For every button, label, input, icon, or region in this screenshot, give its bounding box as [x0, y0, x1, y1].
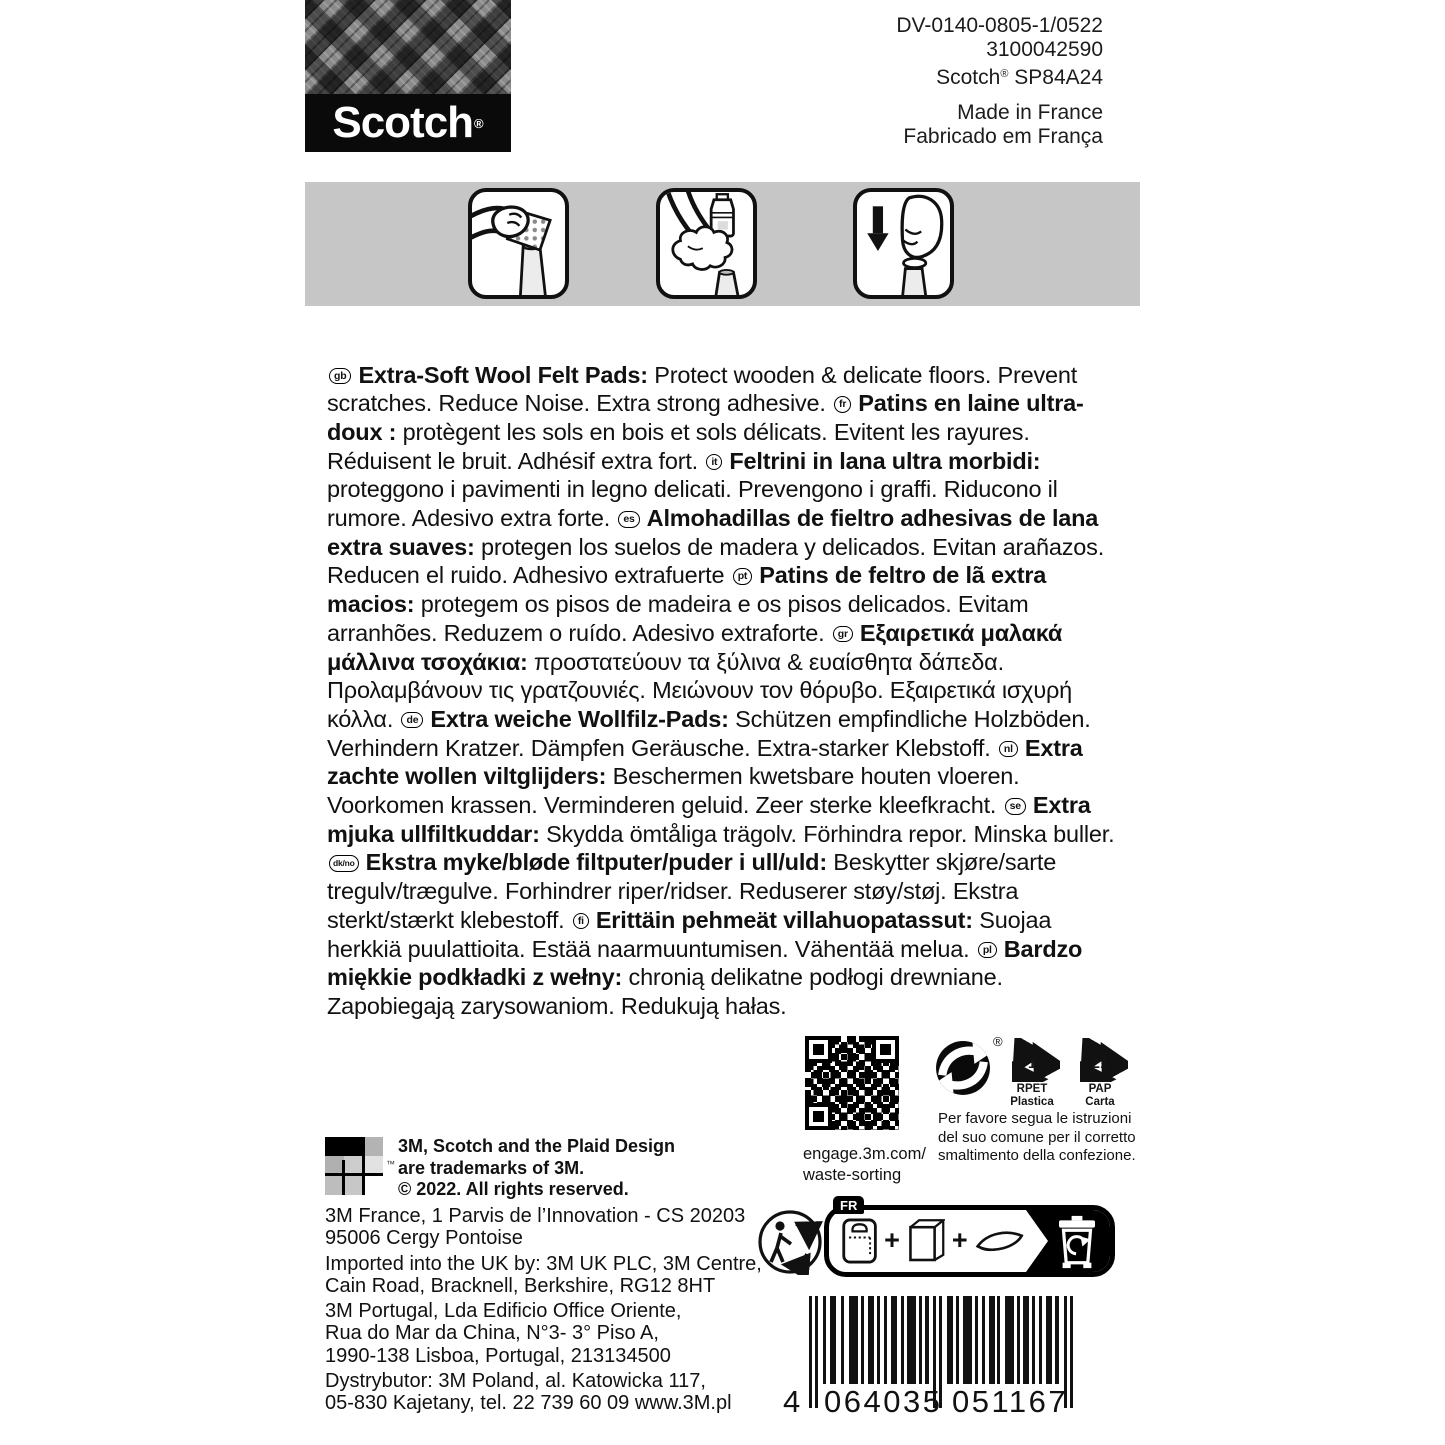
- trademark-line3: © 2022. All rights reserved.: [398, 1179, 629, 1199]
- recycling-code-rpet: [1004, 1038, 1060, 1108]
- lang-badge-it: it: [706, 454, 722, 471]
- lang-badge-gb: gb: [329, 368, 351, 385]
- disposal-note-line3: smaltimento della confezione.: [938, 1147, 1136, 1164]
- address-line: 3M Portugal, Lda Edificio Office Oriente,: [325, 1300, 682, 1323]
- address-line: 95006 Cergy Pontoise: [325, 1227, 523, 1250]
- manufacturer-addresses: [325, 1205, 762, 1418]
- disposal-note-line1: Per favore segua le istruzioni: [938, 1110, 1132, 1127]
- plus-sign: +: [884, 1224, 900, 1255]
- address-line: Rua do Mar da China, N°3- 3° Piso A,: [325, 1322, 659, 1345]
- scotch-wordmark: [305, 94, 511, 152]
- wipe-clean-icon: [660, 192, 753, 295]
- multilingual-description: [327, 361, 1117, 1021]
- address-line: Dystrybutor: 3M Poland, al. Katowicka 117,: [325, 1370, 706, 1393]
- qr-caption-line1: engage.3m.com/: [803, 1145, 926, 1163]
- address-line: Cain Road, Bracknell, Berkshire, RG12 8HT: [325, 1274, 716, 1297]
- desc-body-nl: Beschermen kwetsbare houten vloeren. Voorkomen krassen. Verminderen geluid. Zeer sterke kleefkracht.: [327, 763, 1020, 819]
- pictogram-wipe-surface: [656, 188, 757, 299]
- qr-code: [805, 1036, 899, 1130]
- model-reg-mark: ®: [1000, 68, 1009, 80]
- resin-code-label: [997, 1083, 1067, 1109]
- disposal-note: [938, 1110, 1138, 1166]
- trademark-text: [398, 1136, 675, 1201]
- green-dot-icon: [935, 1040, 991, 1096]
- desc-title-de: Extra weiche Wollfilz-Pads:: [430, 705, 729, 732]
- lang-badge-dkno: dk/no: [329, 855, 359, 872]
- registered-mark: ®: [474, 115, 484, 131]
- desc-body-de: Schützen empfindliche Holzböden. Verhindern Kratzer. Dämpfen Geräusche. Extra-starker Klebstoff.: [327, 705, 1091, 761]
- desc-body-pl: chronią delikatne podłogi drewniane. Zapobiegają zarysowaniom. Redukują hałas.: [327, 964, 1003, 1019]
- resin-code-label: [1065, 1083, 1135, 1109]
- lang-badge-de: de: [401, 712, 423, 729]
- desc-body-dkno: Beskytter skjøre/sarte tregulv/trægulve. Forhindrer riper/ridser. Reduserer støy/støj. Ekstra sterkt/stærkt klebestoff.: [327, 849, 1057, 933]
- address-portugal: [325, 1300, 762, 1367]
- desc-title-fi: Erittäin pehmeät villahuopatassut:: [595, 906, 973, 933]
- desc-body-fi: Suojaa herkkiä puulattioita. Estää naarmuuntumisen. Vähentää melua.: [327, 906, 1052, 962]
- felt-pad-icon: [975, 1226, 1024, 1256]
- desc-body-fr: protègent les sols en bois et sols délicats. Evitent les rayures. Réduisent le bruit. Adhésif extra fort.: [327, 418, 1030, 474]
- qr-finder-bottom-left: [805, 1103, 832, 1130]
- address-line: 1990-138 Lisboa, Portugal, 213134500: [325, 1344, 671, 1367]
- backing-card-icon: [842, 1217, 877, 1265]
- desc-body-es: protegen los suelos de madera y delicados. Evitan arañazos. Reducen el ruido. Adhesivo extrafuerte: [327, 533, 1105, 589]
- sorting-banner-items: [829, 1210, 1024, 1272]
- lang-badge-nl: nl: [999, 741, 1018, 758]
- lang-badge-fr: fr: [834, 396, 851, 413]
- address-line: 3M France, 1 Parvis de l’Innovation - CS 20203: [325, 1205, 746, 1227]
- desc-title-gr: Εξαιρετικά μαλακά μάλλινα τσοχάκια:: [327, 619, 1063, 675]
- desc-title-pl: Bardzo miękkie podkładki z wełny:: [327, 935, 1083, 991]
- resin-material-alt: Carta: [1085, 1096, 1115, 1108]
- lang-badge-gr: gr: [833, 626, 853, 643]
- resin-code-number: 21: [1091, 1055, 1109, 1072]
- lang-badge-pl: pl: [978, 942, 997, 959]
- origin-en: Made in France: [957, 101, 1103, 124]
- pictogram-clean-surface: [468, 188, 569, 299]
- resin-material: RPET: [1016, 1083, 1048, 1095]
- sand-surface-icon: [472, 192, 565, 295]
- resin-material-alt: Plastica: [1010, 1096, 1054, 1108]
- pictogram-press-pad: [853, 188, 954, 299]
- model-code: [896, 62, 1103, 90]
- blister-pack-icon: [907, 1217, 945, 1265]
- model-number: SP84A24: [1008, 66, 1103, 89]
- qr-finder-top-left: [805, 1036, 832, 1063]
- qr-caption: [803, 1144, 926, 1186]
- desc-body-se: Skydda ömtåliga trägolv. Förhindra repor. Minska buller.: [539, 820, 1115, 847]
- barcode: [783, 1296, 1090, 1424]
- press-down-icon: [857, 192, 950, 295]
- desc-body-gb: Protect wooden & delicate floors. Prevent scratches. Reduce Noise. Extra strong adhesive.: [327, 361, 1078, 417]
- scotch-wordmark-text: Scotch: [332, 98, 474, 147]
- desc-title-se: Extra mjuka ullfiltkuddar:: [327, 792, 1091, 847]
- lang-badge-se: se: [1005, 798, 1026, 815]
- desc-title-nl: Extra zachte wollen viltglijders:: [327, 734, 1083, 790]
- disposal-note-line2: del suo comune per il corretto: [938, 1128, 1136, 1146]
- barcode-digit-first: 4: [783, 1384, 803, 1419]
- address-line: 05-830 Kajetany, tel. 22 739 60 09 www.3M.pl: [325, 1392, 732, 1415]
- resin-code-number: 1: [1027, 1055, 1037, 1072]
- mini-plaid-mark: [325, 1137, 395, 1195]
- plaid-pattern: [305, 0, 511, 94]
- origin-pt: Fabricado em França: [903, 125, 1103, 148]
- scotch-logo: [305, 0, 511, 152]
- recycle-bin-icon: [1054, 1215, 1100, 1269]
- desc-title-pt: Patins de feltro de lã extra macios:: [327, 562, 1047, 618]
- barcode-digits-right: 051167: [952, 1384, 1069, 1419]
- trademark-line2: are trademarks of 3M.: [398, 1157, 585, 1178]
- desc-title-it: Feltrini in lana ultra morbidi:: [729, 447, 1041, 474]
- qr-finder-top-right: [872, 1036, 899, 1063]
- lang-badge-es: es: [618, 511, 639, 528]
- sku-code: 3100042590: [986, 38, 1103, 61]
- sorting-banner: [824, 1198, 1115, 1277]
- mini-plaid-grid: [325, 1137, 383, 1195]
- trademark-line1: 3M, Scotch and the Plaid Design: [398, 1136, 676, 1156]
- green-dot-registered-mark: ®: [993, 1034, 1003, 1049]
- resin-material: PAP: [1088, 1083, 1112, 1095]
- desc-body-pt: protegem os pisos de madeira e os pisos delicados. Evitam arranhões. Reduzem o ruído. Adesivo extraforte.: [327, 591, 1029, 646]
- plus-sign: +: [951, 1224, 968, 1255]
- desc-title-fr: Patins en laine ultra-doux :: [327, 390, 1084, 445]
- triman-icon: [757, 1209, 823, 1275]
- desc-title-gb: Extra-Soft Wool Felt Pads:: [358, 361, 648, 388]
- recycling-code-pap: [1072, 1038, 1128, 1108]
- reference-code: DV-0140-0805-1/0522: [896, 14, 1103, 37]
- desc-title-es: Almohadillas de fieltro adhesivas de lana extra suaves:: [327, 505, 1099, 560]
- desc-body-gr: προστατεύουν τα ξύλινα & ευαίσθητα δάπεδα. Προλαμβάνουν τις γρατζουνιές. Μειώνουν τον θόρυβο. Εξαιρετικά ισχυρή κόλλα.: [327, 648, 1073, 732]
- model-brand: Scotch: [936, 66, 1001, 89]
- address-uk: [325, 1253, 762, 1298]
- address-line: Imported into the UK by: 3M UK PLC, 3M Centre,: [325, 1252, 762, 1275]
- sorting-bin-section: [1026, 1210, 1110, 1272]
- address-france: [325, 1205, 762, 1250]
- country-tab: FR: [833, 1196, 864, 1214]
- trademark-symbol: ™: [386, 1159, 395, 1169]
- lang-badge-pt: pt: [733, 568, 753, 585]
- address-poland: [325, 1370, 762, 1415]
- qr-caption-line2: waste-sorting: [803, 1166, 902, 1184]
- desc-body-it: proteggono i pavimenti in legno delicati. Prevengono i graffi. Riducono il rumore. Adesivo extra forte.: [327, 476, 1058, 532]
- lang-badge-fi: fi: [573, 913, 589, 930]
- desc-title-dkno: Ekstra myke/bløde filtputer/puder i ull/uld:: [365, 849, 827, 876]
- barcode-digits-left: 064035: [824, 1384, 943, 1419]
- step-pictograms-band: [305, 182, 1140, 306]
- product-code-block: [896, 14, 1103, 149]
